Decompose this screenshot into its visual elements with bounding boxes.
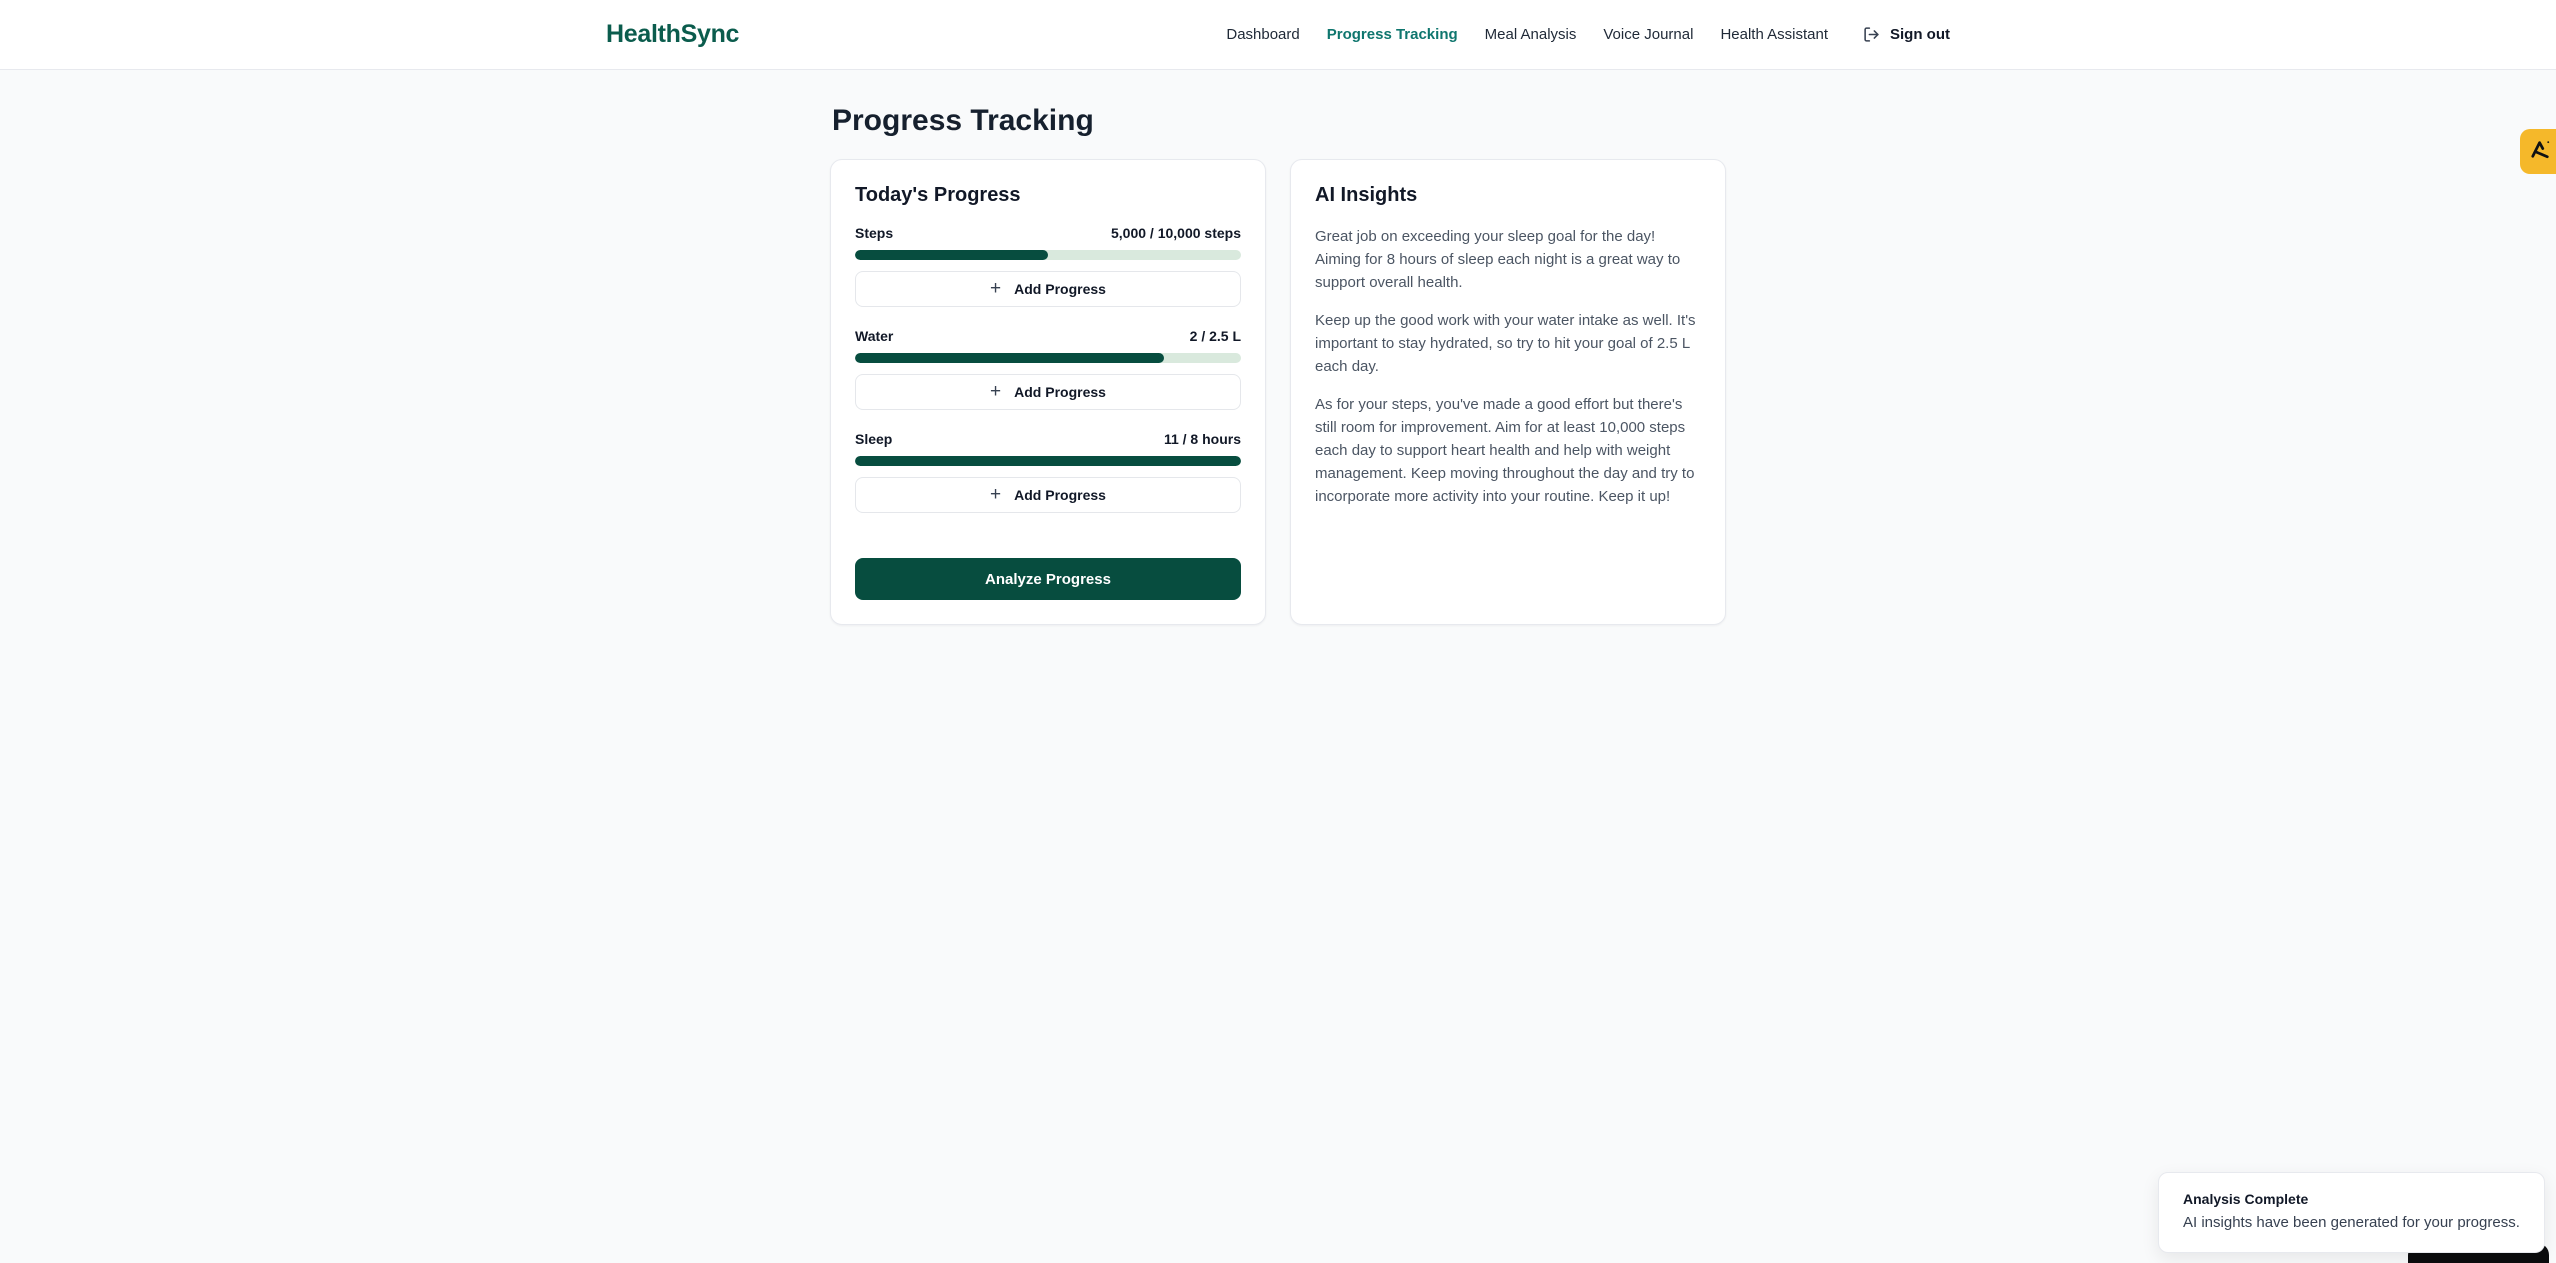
insight-paragraph-sleep: Great job on exceeding your sleep goal for the day! Aiming for 8 hours of sleep each night is a great way to support overall health. bbox=[1315, 228, 1681, 291]
main-nav bbox=[1226, 26, 1950, 43]
metric-water-value: 2 / 2.5 L bbox=[1189, 328, 1241, 344]
cards-grid bbox=[830, 159, 1726, 625]
toast-notification[interactable] bbox=[2158, 1172, 2545, 1253]
metric-sleep-value: 11 / 8 hours bbox=[1163, 431, 1241, 447]
metric-steps-row bbox=[855, 225, 1241, 241]
metric-water bbox=[855, 328, 1241, 410]
add-progress-button-sleep[interactable] bbox=[855, 477, 1241, 513]
app-logo[interactable]: HealthSync bbox=[606, 20, 740, 48]
sign-out-label: Sign out bbox=[1890, 26, 1950, 43]
metric-sleep bbox=[855, 431, 1241, 513]
metric-water-label: Water bbox=[855, 328, 894, 344]
toast-body: AI insights have been generated for your progress. bbox=[2183, 1214, 2520, 1231]
add-progress-label-water: Add Progress bbox=[1014, 384, 1106, 400]
water-progress-bar bbox=[855, 353, 1241, 363]
add-progress-label-steps: Add Progress bbox=[1014, 281, 1106, 297]
steps-progress-bar bbox=[855, 250, 1241, 260]
add-progress-label-sleep: Add Progress bbox=[1014, 487, 1106, 503]
toast-title: Analysis Complete bbox=[2183, 1191, 2309, 1207]
todays-progress-card bbox=[830, 159, 1266, 625]
nav-item-meal-analysis[interactable]: Meal Analysis bbox=[1484, 26, 1577, 43]
logout-icon bbox=[1863, 26, 1880, 43]
nav-item-health-assistant[interactable]: Health Assistant bbox=[1720, 26, 1828, 43]
nav-item-voice-journal[interactable]: Voice Journal bbox=[1603, 26, 1694, 43]
metric-sleep-label: Sleep bbox=[855, 431, 893, 447]
add-progress-button-water[interactable] bbox=[855, 374, 1241, 410]
sleep-progress-fill bbox=[855, 456, 1241, 466]
insight-paragraph-water: Keep up the good work with your water intake as well. It's important to stay hydrated, so try to hit your goal of 2.5 L each day. bbox=[1315, 312, 1696, 375]
app-header bbox=[0, 0, 2556, 70]
metric-sleep-row bbox=[855, 431, 1241, 447]
ai-insights-card bbox=[1290, 159, 1726, 625]
metric-steps bbox=[855, 225, 1241, 307]
header-inner bbox=[606, 20, 1950, 49]
insights-card-title: AI Insights bbox=[1315, 184, 1418, 206]
analyze-progress-button[interactable]: Analyze Progress bbox=[855, 558, 1241, 600]
sleep-progress-bar bbox=[855, 456, 1241, 466]
fab-logo-icon bbox=[2529, 139, 2552, 164]
page-title: Progress Tracking bbox=[832, 104, 1094, 137]
steps-progress-fill bbox=[855, 250, 1048, 260]
metric-steps-label: Steps bbox=[855, 225, 894, 241]
progress-card-title: Today's Progress bbox=[855, 184, 1021, 206]
plus-icon: + bbox=[990, 380, 1002, 402]
nav-item-progress-tracking[interactable]: Progress Tracking bbox=[1326, 26, 1458, 43]
plus-icon: + bbox=[990, 483, 1002, 505]
metric-steps-value: 5,000 / 10,000 steps bbox=[1111, 225, 1241, 241]
sign-out-button[interactable] bbox=[1863, 26, 1950, 43]
insight-paragraph-steps: As for your steps, you've made a good effort but there's still room for improvement. Aim for at least 10,000 steps each day to support heart health and help with weight management. Keep moving throughout the day and try to incorporate more activity into your routine. Keep it up! bbox=[1315, 396, 1695, 505]
metric-water-row bbox=[855, 328, 1241, 344]
nav-item-dashboard[interactable]: Dashboard bbox=[1226, 26, 1300, 43]
main-content bbox=[830, 70, 1726, 625]
add-progress-button-steps[interactable] bbox=[855, 271, 1241, 307]
plus-icon: + bbox=[990, 277, 1002, 299]
fab-button[interactable] bbox=[2520, 129, 2556, 174]
water-progress-fill bbox=[855, 353, 1164, 363]
